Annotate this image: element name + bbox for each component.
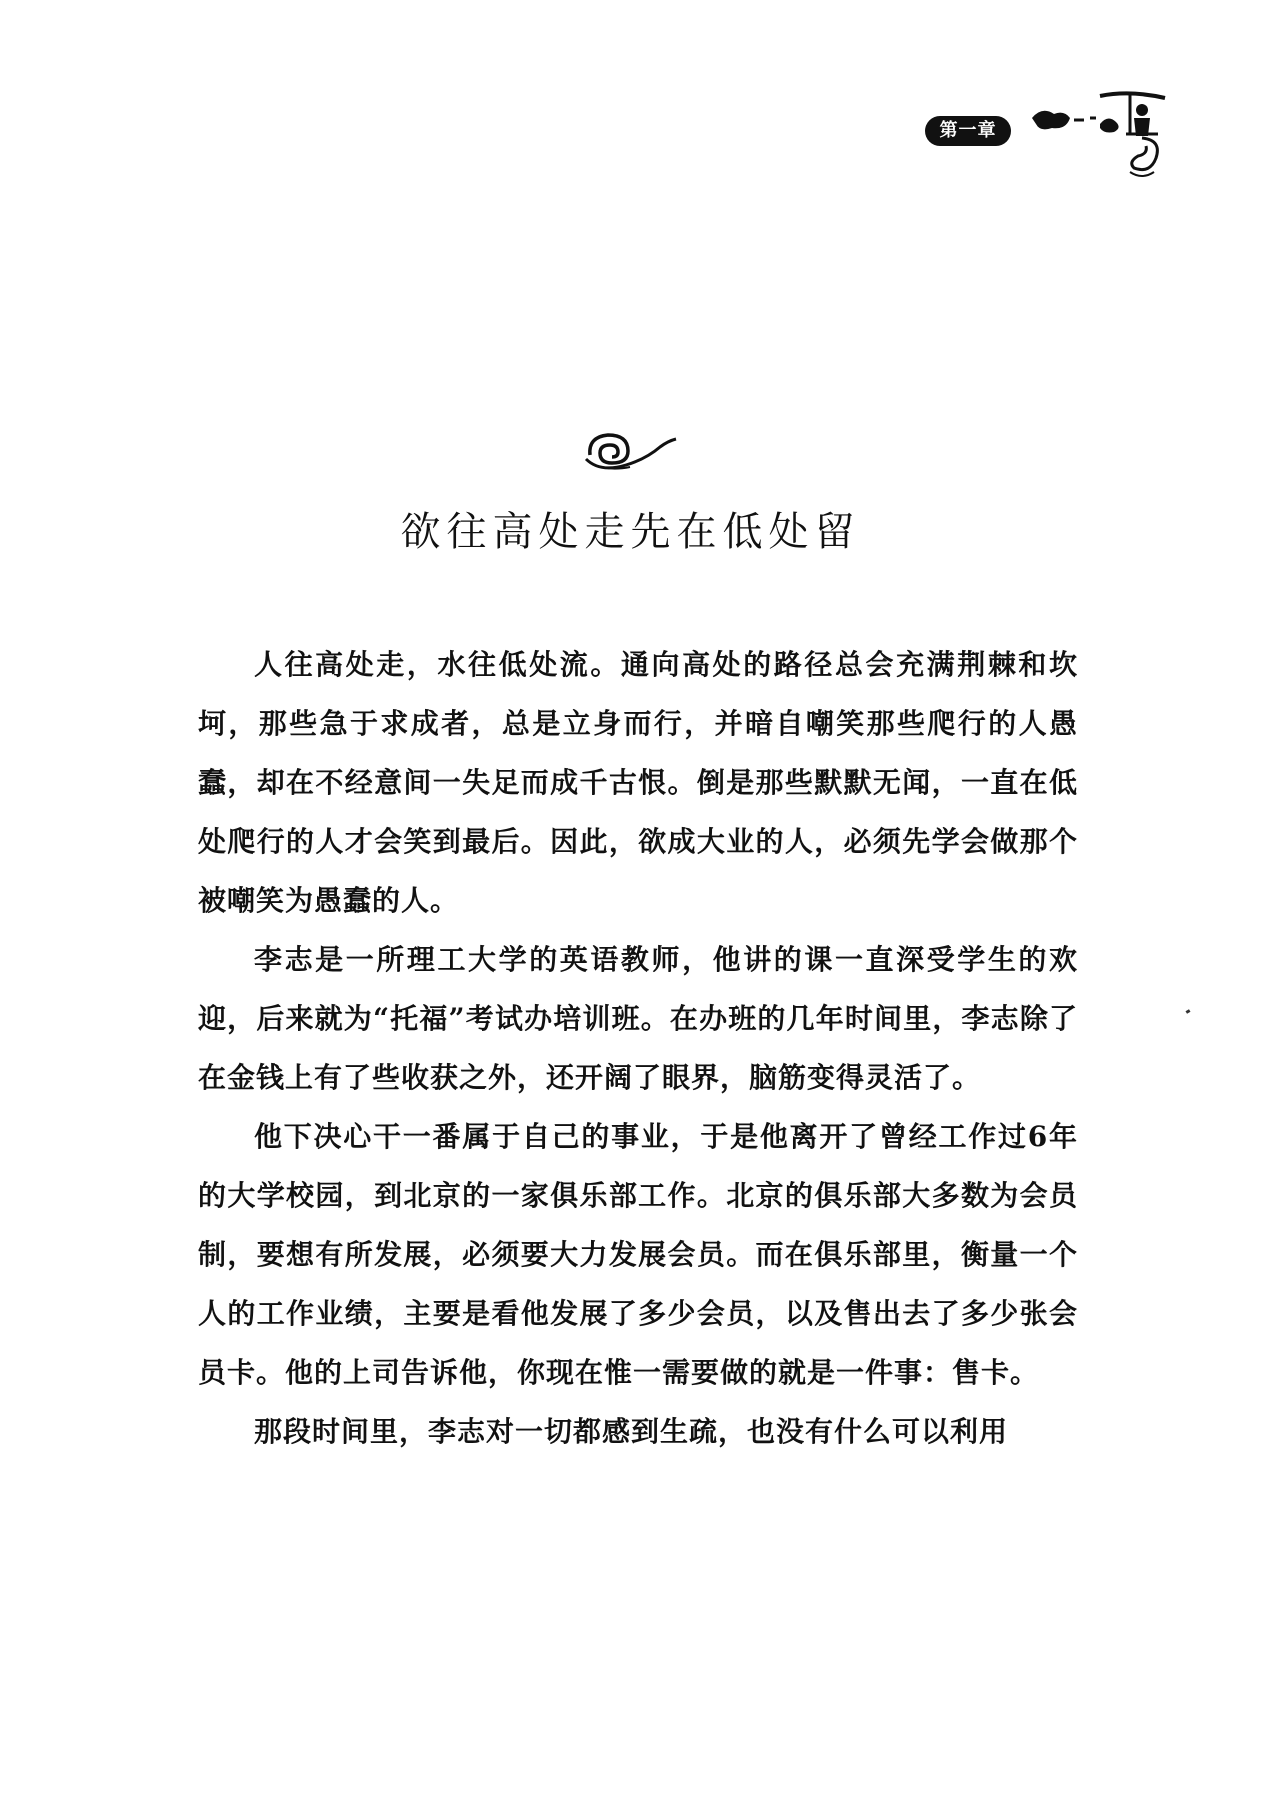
paragraph: 他下决心干一番属于自己的事业，于是他离开了曾经工作过6年的大学校园，到北京的一家俱乐部工作。北京的俱乐部大多数为会员制，要想有所发展，必须要大力发展会员。而在俱乐部里，衡量一个人的工作业绩，主要是看他发展了多少会员，以及售出去了多少张会员卡。他的上司告诉他，你现在惟一需要做的就是一件事：售卡。: [198, 1120, 1078, 1389]
paragraph: 人往高处走，水往低处流。通向高处的路径总会充满荆棘和坎坷，那些急于求成者，总是立身而行，并暗自嘲笑那些爬行的人愚蠢，却在不经意间一失足而成千古恨。倒是那些默默无闻，一直在低处爬行的人才会笑到最后。因此，欲成大业的人，必须先学会做那个被嘲笑为愚蠢的人。: [198, 648, 1078, 917]
ink-sketch-figures-icon: [1030, 88, 1180, 188]
paragraph: 那段时间里，李志对一切都感到生疏，也没有什么可以利用: [254, 1415, 1009, 1448]
chapter-badge: 第一章: [925, 116, 1011, 146]
body-text: [198, 635, 1078, 1461]
swirl-cloud-icon: [580, 425, 680, 475]
scan-speck: [1186, 1009, 1191, 1014]
section-title: 欲往高处走先在低处留: [400, 509, 861, 555]
paragraph: 李志是一所理工大学的英语教师，他讲的课一直深受学生的欢迎，后来就为“托福”考试办培训班。在办班的几年时间里，李志除了在金钱上有了些收获之外，还开阔了眼界，脑筋变得灵活了。: [198, 943, 1078, 1094]
page-header: [925, 88, 1185, 188]
